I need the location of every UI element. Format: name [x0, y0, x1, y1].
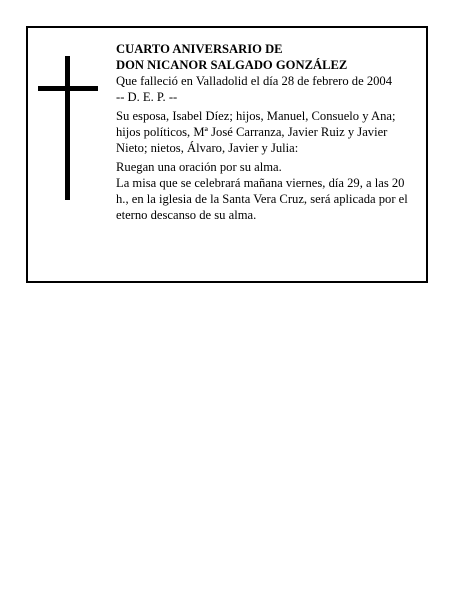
mass-info: La misa que se celebrará mañana viernes, día 29, a las 20 h., en la iglesia de la Santa Vera Cruz, será aplicada por el eterno descanso de su alma. [116, 176, 408, 222]
cross-icon [38, 56, 98, 200]
prayer-request: Ruegan una oración por su alma. [116, 160, 282, 174]
rip-line: -- D. E. P. -- [116, 90, 178, 104]
cross-horizontal-bar [38, 86, 98, 91]
death-info: Que falleció en Valladolid el día 28 de febrero de 2004 [116, 74, 393, 88]
notice-title-line-1: CUARTO ANIVERSARIO DE [116, 42, 283, 56]
notice-title-line-2: DON NICANOR SALGADO GONZÁLEZ [116, 58, 348, 72]
family-list: Su esposa, Isabel Díez; hijos, Manuel, Consuelo y Ana; hijos políticos, Mª José Carranza, Javier Ruiz y Javier Nieto; nietos, Álvaro, Javier y Julia: [116, 109, 396, 155]
obituary-notice [26, 26, 428, 283]
notice-text [116, 41, 420, 223]
cross-vertical-bar [65, 56, 70, 200]
